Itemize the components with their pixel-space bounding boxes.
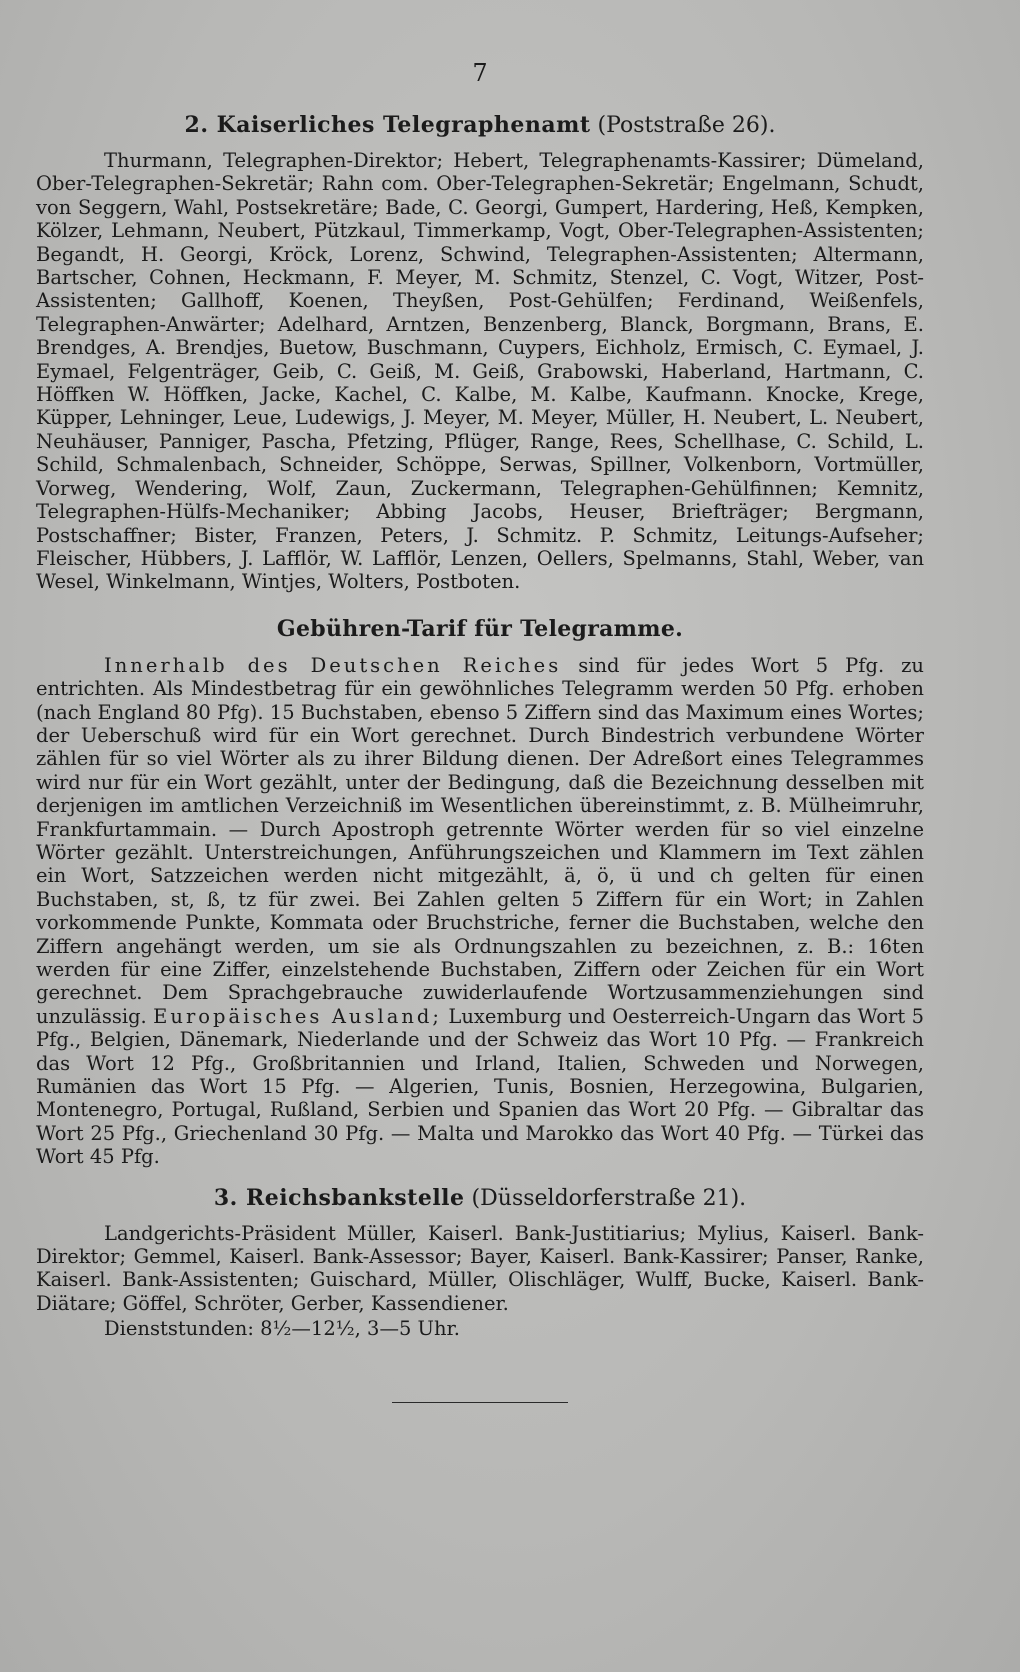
- tariff-heading: Gebühren-Tarif für Telegramme.: [276, 615, 684, 642]
- tariff-lead-domestic: Innerhalb des Deutschen Reiches: [104, 653, 562, 677]
- section-3-office-hours: Dienststunden: 8½—12½, 3—5 Uhr.: [104, 1317, 460, 1341]
- page-number: 7: [472, 59, 488, 87]
- section-2-heading: [36, 110, 924, 141]
- section-3-title: 3. Reichsbankstelle: [213, 1184, 465, 1211]
- tariff-paragraph: [36, 654, 924, 1169]
- closing-rule: [392, 1402, 568, 1403]
- section-3-staff-list: Landgerichts-Präsident Müller, Kaiserl. Bank-Justitiarius; Mylius, Kaiserl. Bank-Direktor; Gemmel, Kaiserl. Bank-Assessor; Bayer, Kaiserl. Bank-Kassirer; Panser, Ranke, Kaiserl. Bank-Assistenten; Guischard, Müller, Olischläger, Wulff, Bucke, Kaiserl. Bank-Diätare; Göffel, Schröter, Gerber, Kassendiener.: [36, 1221, 924, 1315]
- section-3-heading: [36, 1183, 924, 1214]
- tariff-lead-foreign: Europäisches Ausland;: [153, 1004, 442, 1028]
- tariff-body-domestic: sind für jedes Wort 5 Pfg. zu entrichten. Als Mindestbetrag für ein gewöhnliches Telegramm werden 50 Pfg. erhoben (nach England 80 Pfg). 15 Buchstaben, ebenso 5 Ziffern sind das Maximum eines Wortes; der Ueberschuß wird für ein Wort gerechnet. Durch Bindestrich verbundene Wörter zählen für so viel Wörter als zu ihrer Bildung dienen. Der Adreßort eines Telegrammes wird nur für ein Wort gezählt, unter der Bedingung, daß die Bezeichnung desselben mit derjenigen im amtlichen Verzeichniß im Wesentlichen übereinstimmt, z. B. Mülheimruhr, Frankfurtammain. — Durch Apostroph getrennte Wörter werden für so viel einzelne Wörter gezählt. Unterstreichungen, Anführungszeichen und Klammern im Text zählen ein Wort, Satzzeichen werden nicht mitgezählt, ä, ö, ü und ch gelten für einen Buchstaben, st, ß, tz für zwei. Bei Zahlen gelten 5 Ziffern für ein Wort; in Zahlen vorkommende Punkte, Kommata oder Bruchstriche, ferner die Buchstaben, welche den Ziffern angehängt werden, um sie als Ordnungszahlen zu bezeichnen, z. B.: 16ten werden für eine Ziffer, einzelstehende Buchstaben, Ziffern oder Zeichen für ein Wort gerechnet. Dem Sprachgebrauche zuwiderlaufende Wortzusammenziehungen sind unzulässig.: [36, 653, 924, 1028]
- section-2-address: (Poststraße 26).: [597, 113, 776, 138]
- section-2-title: 2. Kaiserliches Telegraphenamt: [184, 112, 591, 138]
- section-2-staff-list: Thurmann, Telegraphen-Direktor; Hebert, Telegraphenamts-Kassirer; Dümeland, Ober-Telegraphen-Sekretär; Rahn com. Ober-Telegraphen-Sekretär; Engelmann, Schudt, von Seggern, Wahl, Postsekretäre; Bade, C. Georgi, Gumpert, Hardering, Heß, Kempken, Kölzer, Lehmann, Neubert, Pützkaul, Timmerkamp, Vogt, Ober-Telegraphen-Assistenten; Begandt, H. Georgi, Kröck, Lorenz, Schwind, Telegraphen-Assistenten; Altermann, Bartscher, Cohnen, Heckmann, F. Meyer, M. Schmitz, Stenzel, C. Vogt, Witzer, Post-Assistenten; Gallhoff, Koenen, Theyßen, Post-Gehülfen; Ferdinand, Weißenfels, Telegraphen-Anwärter; Adelhard, Arntzen, Benzenberg, Blanck, Borgmann, Brans, E. Brendges, A. Brendjes, Buetow, Buschmann, Cuypers, Eichholz, Ermisch, C. Eymael, J. Eymael, Felgenträger, Geib, C. Geiß, M. Geiß, Grabowski, Haberland, Hartmann, C. Höffken W. Höffken, Jacke, Kachel, C. Kalbe, M. Kalbe, Kaufmann. Knocke, Krege, Küpper, Lehninger, Leue, Ludewigs, J. Meyer, M. Meyer, Müller, H. Neubert, L. Neubert, Neuhäuser, Panniger, Pascha, Pfetzing, Pflüger, Range, Rees, Schellhase, C. Schild, L. Schild, Schmalenbach, Schneider, Schöppe, Serwas, Spillner, Volkenborn, Vortmüller, Vorweg, Wendering, Wolf, Zaun, Zuckermann, Telegraphen-Gehülfinnen; Kemnitz, Telegraphen-Hülfs-Mechaniker; Abbing Jacobs, Heuser, Briefträger; Bergmann, Postschaffner; Bister, Franzen, Peters, J. Schmitz. P. Schmitz, Leitungs-Aufseher; Fleischer, Hübbers, J. Lafflör, W. Lafflör, Lenzen, Oellers, Spelmanns, Stahl, Weber, van Wesel, Winkelmann, Wintjes, Wolters, Postboten.: [36, 149, 924, 594]
- section-3-address: (Düsseldorferstraße 21).: [471, 1185, 747, 1211]
- page-content: [36, 58, 924, 1341]
- tariff-body-foreign: Luxemburg und Oesterreich-Ungarn das Wort 5 Pfg., Belgien, Dänemark, Niederlande und der Schweiz das Wort 10 Pfg. — Frankreich das Wort 12 Pfg., Großbritannien und Irland, Italien, Schweden und Norwegen, Rumänien das Wort 15 Pfg. — Algerien, Tunis, Bosnien, Herzegowina, Bulgarien, Montenegro, Portugal, Rußland, Serbien und Spanien das Wort 20 Pfg. — Gibraltar das Wort 25 Pfg., Griechenland 30 Pfg. — Malta und Marokko das Wort 40 Pfg. — Türkei das Wort 45 Pfg.: [36, 1004, 924, 1169]
